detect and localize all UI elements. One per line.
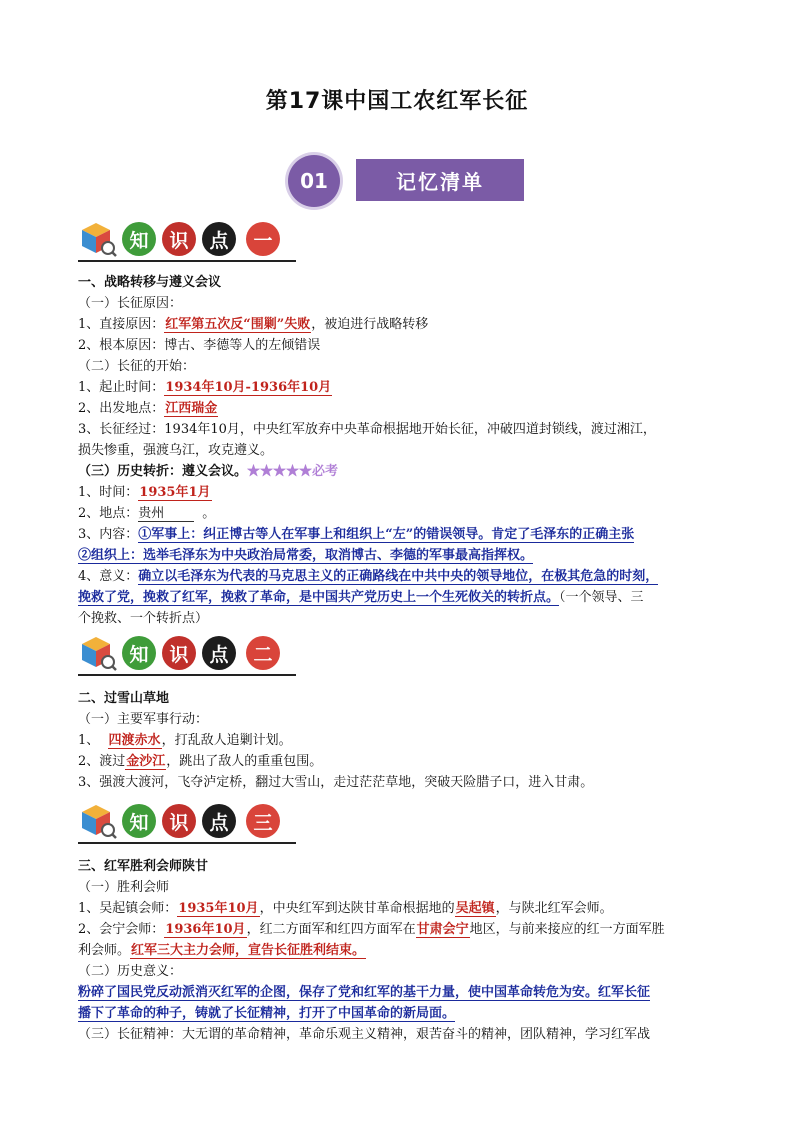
section-heading: 三、红军胜利会师陕甘	[78, 859, 209, 874]
stars-badge: ★★★★★必考	[247, 464, 339, 479]
kp-char-dian: 点	[202, 222, 236, 256]
kp-number: 一	[246, 222, 280, 256]
text-line: 3、强渡大渡河，飞夺泸定桥，翻过大雪山，走过茫茫草地，突破天险腊子口，进入甘肃。	[78, 775, 594, 790]
subsection-title: （一）胜利会师	[78, 880, 170, 895]
text-line: 利会师。红军三大主力会师，宣告长征胜利结束。	[78, 943, 366, 958]
text-line: 1、 四渡赤水，打乱敌人追剿计划。	[78, 733, 292, 748]
section-1	[78, 272, 728, 629]
kp-char-shi: 识	[162, 804, 196, 838]
cube-magnifier-icon	[78, 220, 118, 258]
kp-char-dian: 点	[202, 636, 236, 670]
kp-underline	[78, 674, 296, 676]
text-line: 1、直接原因：红军第五次反“围剿”失败，被迫进行战略转移	[78, 317, 429, 332]
section-3	[78, 856, 728, 1045]
text-line: 3、内容：①军事上：纠正博古等人在军事上和组织上“左”的错误领导。肯定了毛泽东的正确主张	[78, 527, 635, 542]
text-line: 2、根本原因：博古、李德等人的左倾错误	[78, 338, 321, 353]
kp-number: 二	[246, 636, 280, 670]
kp-char-zhi: 知	[122, 636, 156, 670]
text-line: 4、意义：确立以毛泽东为代表的马克思主义的正确路线在中共中央的领导地位，在极其危急的时刻，	[78, 569, 659, 584]
kp-underline	[78, 260, 296, 262]
text-line: 个挽救、一个转折点）	[78, 611, 209, 626]
cube-magnifier-icon	[78, 802, 118, 840]
text-line: 2、渡过金沙江，跳出了敌人的重重包围。	[78, 754, 323, 769]
knowledge-point-header-3	[78, 800, 298, 844]
text-line: 损失惨重，强渡乌江，攻克遵义。	[78, 443, 274, 458]
knowledge-point-header-1	[78, 218, 298, 262]
section-2	[78, 688, 728, 793]
text-line: 2、出发地点：江西瑞金	[78, 401, 218, 416]
banner-number: 01	[288, 155, 340, 207]
text-line: 播下了革命的种子，铸就了长征精神，打开了中国革命的新局面。	[78, 1006, 456, 1021]
memory-list-banner	[288, 155, 528, 207]
knowledge-point-header-2	[78, 632, 298, 676]
kp-char-dian: 点	[202, 804, 236, 838]
text-line: 2、会宁会师：1936年10月，红二方面军和红四方面军在甘肃会宁地区，与前来接应的红一方面军胜	[78, 922, 665, 937]
kp-underline	[78, 842, 296, 844]
subsection-title: （二）历史意义：	[78, 964, 183, 979]
page-title: 第17课中国工农红军长征	[265, 89, 529, 114]
kp-char-zhi: 知	[122, 222, 156, 256]
text-line: 3、长征经过：1934年10月，中央红军放弃中央革命根据地开始长征，冲破四道封锁线，渡过湘江，	[78, 422, 656, 437]
text-line: （三）长征精神：大无谓的革命精神，革命乐观主义精神，艰苦奋斗的精神，团队精神，学习红军战	[78, 1027, 651, 1042]
section-heading: 二、过雪山草地	[78, 691, 170, 706]
subsection-title: （一）主要军事行动：	[78, 712, 209, 727]
subsection-title: （二）长征的开始：	[78, 359, 196, 374]
subsection-title: （三）历史转折：遵义会议。★★★★★必考	[78, 464, 339, 479]
subsection-title: （一）长征原因：	[78, 296, 183, 311]
kp-char-shi: 识	[162, 636, 196, 670]
text-line: 1、起止时间：1934年10月-1936年10月	[78, 380, 332, 395]
text-line: 挽救了党，挽救了红军，挽救了革命，是中国共产党历史上一个生死攸关的转折点。（一个领导、三	[78, 590, 644, 605]
section-heading: 一、战略转移与遵义会议	[78, 275, 222, 290]
kp-number: 三	[246, 804, 280, 838]
kp-char-shi: 识	[162, 222, 196, 256]
kp-char-zhi: 知	[122, 804, 156, 838]
cube-magnifier-icon	[78, 634, 118, 672]
text-line: 1、吴起镇会师：1935年10月，中央红军到达陕甘革命根据地的吴起镇，与陕北红军会师。	[78, 901, 613, 916]
text-line: ②组织上：选举毛泽东为中央政治局常委，取消博古、李德的军事最高指挥权。	[78, 548, 534, 563]
banner-label: 记忆清单	[356, 159, 524, 201]
text-line: 粉碎了国民党反动派消灭红军的企图，保存了党和红军的基干力量，使中国革命转危为安。红军长征	[78, 985, 651, 1000]
text-line: 1、时间：1935年1月	[78, 485, 211, 500]
text-line: 2、地点：贵州 。	[78, 506, 216, 521]
